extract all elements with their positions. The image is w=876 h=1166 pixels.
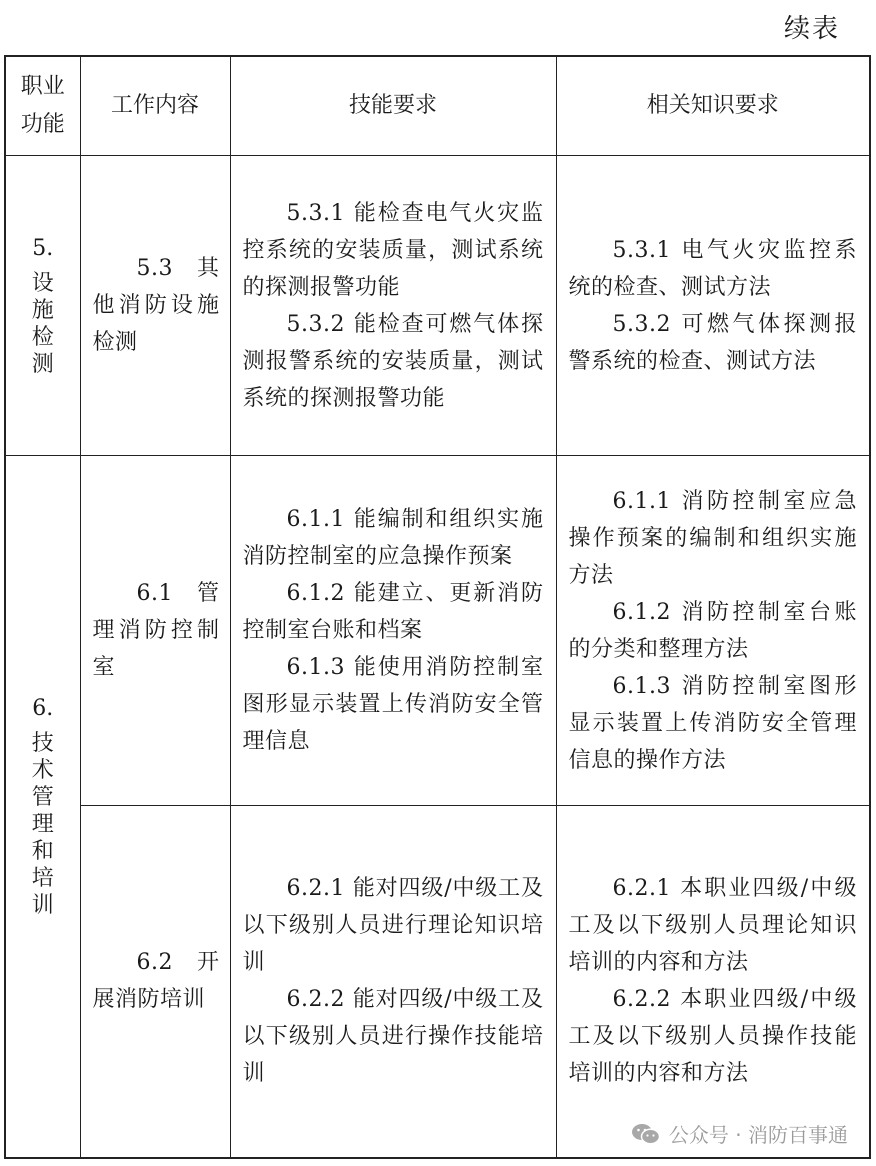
table-row [5, 806, 870, 1158]
skill-cell [230, 156, 556, 456]
skill-item: 5.3.1 能检查电气火灾监控系统的安装质量，测试系统的探测报警功能 [242, 200, 544, 300]
skill-item: 6.1.1 能编制和组织实施消防控制室的应急操作预案 [242, 507, 544, 569]
knowledge-cell [556, 156, 870, 456]
table-row [5, 456, 870, 806]
skill-item: 5.3.2 能检查可燃气体探测报警系统的安装质量，测试系统的探测报警功能 [242, 311, 544, 411]
standards-table [4, 55, 871, 1159]
knowledge-item: 6.2.2 本职业四级/中级工及以下级别人员操作技能培训的内容和方法 [568, 987, 857, 1087]
knowledge-item: 5.3.1 电气火灾监控系统的检查、测试方法 [568, 237, 857, 300]
continued-label: 续表 [783, 14, 840, 44]
knowledge-item: 6.1.3 消防控制室图形显示装置上传消防安全管理信息的操作方法 [568, 673, 857, 773]
work-text: 6.2 开展消防培训 [92, 950, 220, 1013]
work-text: 6.1 管理消防控制室 [92, 581, 220, 680]
knowledge-item: 6.1.1 消防控制室应急操作预案的编制和组织实施方法 [568, 488, 857, 588]
header-skill: 技能要求 [230, 56, 556, 156]
header-function: 职业功能 [5, 56, 80, 156]
function-cell [5, 456, 80, 1158]
watermark-text: 公众号 · 消防百事通 [668, 1123, 848, 1147]
function-number: 5. [32, 235, 54, 261]
wechat-icon [631, 1122, 661, 1146]
skill-cell [230, 456, 556, 806]
knowledge-item: 6.1.2 消防控制室台账的分类和整理方法 [568, 599, 857, 662]
knowledge-item: 6.2.1 本职业四级/中级工及以下级别人员理论知识培训的内容和方法 [568, 876, 857, 976]
work-cell [80, 156, 230, 456]
table-row [5, 156, 870, 456]
skill-item: 6.2.1 能对四级/中级工及以下级别人员进行理论知识培训 [242, 876, 544, 976]
work-cell [80, 806, 230, 1158]
function-number: 6. [32, 695, 54, 721]
knowledge-cell [556, 806, 870, 1158]
header-knowledge: 相关知识要求 [556, 56, 870, 156]
skill-item: 6.1.2 能建立、更新消防控制室台账和档案 [242, 581, 544, 643]
knowledge-item: 5.3.2 可燃气体探测报警系统的检查、测试方法 [568, 311, 857, 374]
skill-item: 6.1.3 能使用消防控制室图形显示装置上传消防安全管理信息 [242, 655, 544, 754]
function-name: 技 术 管 理 和 培 训 [31, 730, 54, 918]
skill-item: 6.2.2 能对四级/中级工及以下级别人员进行操作技能培训 [242, 987, 544, 1087]
function-cell [5, 156, 80, 456]
table-header-row [5, 56, 870, 156]
skill-cell [230, 806, 556, 1158]
watermark [631, 1119, 848, 1148]
knowledge-cell [556, 456, 870, 806]
work-cell [80, 456, 230, 806]
work-text: 5.3 其他消防设施检测 [92, 256, 220, 355]
header-work: 工作内容 [80, 56, 230, 156]
function-name: 设 施 检 测 [31, 270, 54, 377]
